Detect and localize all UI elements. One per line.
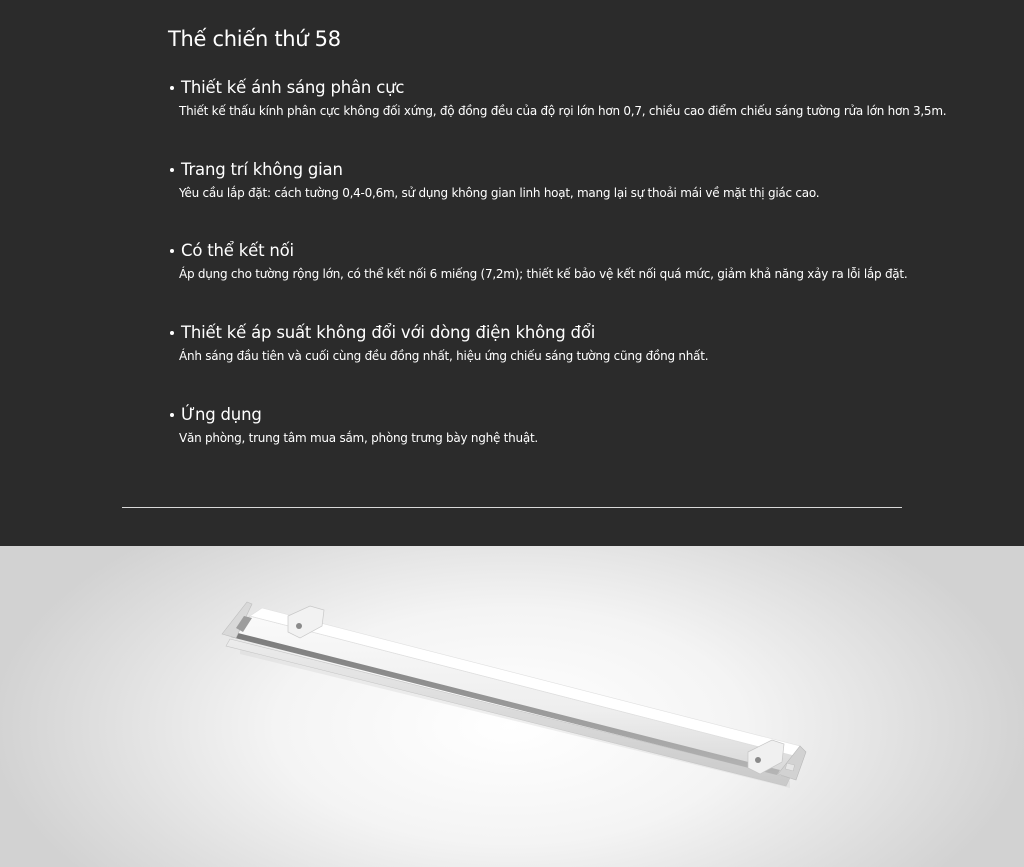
feature-heading xyxy=(168,323,928,342)
feature-item xyxy=(168,78,947,118)
product-image-panel xyxy=(0,546,1024,867)
feature-description: Thiết kế thấu kính phân cực không đối xứng, độ đồng đều của độ rọi lớn hơn 0,7, chiều cao điểm chiếu sáng tường rửa lớn hơn 3,5m. xyxy=(179,104,947,118)
feature-heading xyxy=(168,405,928,424)
feature-heading-text: Thiết kế áp suất không đổi với dòng điện không đổi xyxy=(181,323,596,342)
feature-description: Yêu cầu lắp đặt: cách tường 0,4-0,6m, sử dụng không gian linh hoạt, mang lại sự thoải mái về mặt thị giác cao. xyxy=(179,186,820,200)
feature-heading-text: Có thể kết nối xyxy=(181,241,294,260)
section-divider xyxy=(122,507,902,508)
feature-heading-text: Trang trí không gian xyxy=(181,160,343,179)
bullet-dot-icon xyxy=(170,249,174,253)
feature-description: Văn phòng, trung tâm mua sắm, phòng trưng bày nghệ thuật. xyxy=(179,431,538,445)
page-title: Thế chiến thứ 58 xyxy=(168,27,341,51)
wall-washer-light-fixture-image xyxy=(0,546,1024,867)
feature-item xyxy=(168,160,928,200)
bullet-dot-icon xyxy=(170,413,174,417)
feature-item xyxy=(168,405,928,445)
bullet-dot-icon xyxy=(170,168,174,172)
feature-heading xyxy=(168,241,928,260)
feature-heading xyxy=(168,160,928,179)
feature-heading xyxy=(168,78,928,97)
feature-item xyxy=(168,323,928,363)
feature-heading-text: Thiết kế ánh sáng phân cực xyxy=(181,78,405,97)
feature-heading-text: Ứng dụng xyxy=(181,405,262,424)
feature-description: Ánh sáng đầu tiên và cuối cùng đều đồng nhất, hiệu ứng chiếu sáng tường cũng đồng nhất. xyxy=(179,349,709,363)
feature-description: Áp dụng cho tường rộng lớn, có thể kết nối 6 miếng (7,2m); thiết kế bảo vệ kết nối quá mức, giảm khả năng xảy ra lỗi lắp đặt. xyxy=(179,267,908,281)
bullet-dot-icon xyxy=(170,331,174,335)
feature-item xyxy=(168,241,928,281)
bullet-dot-icon xyxy=(170,86,174,90)
